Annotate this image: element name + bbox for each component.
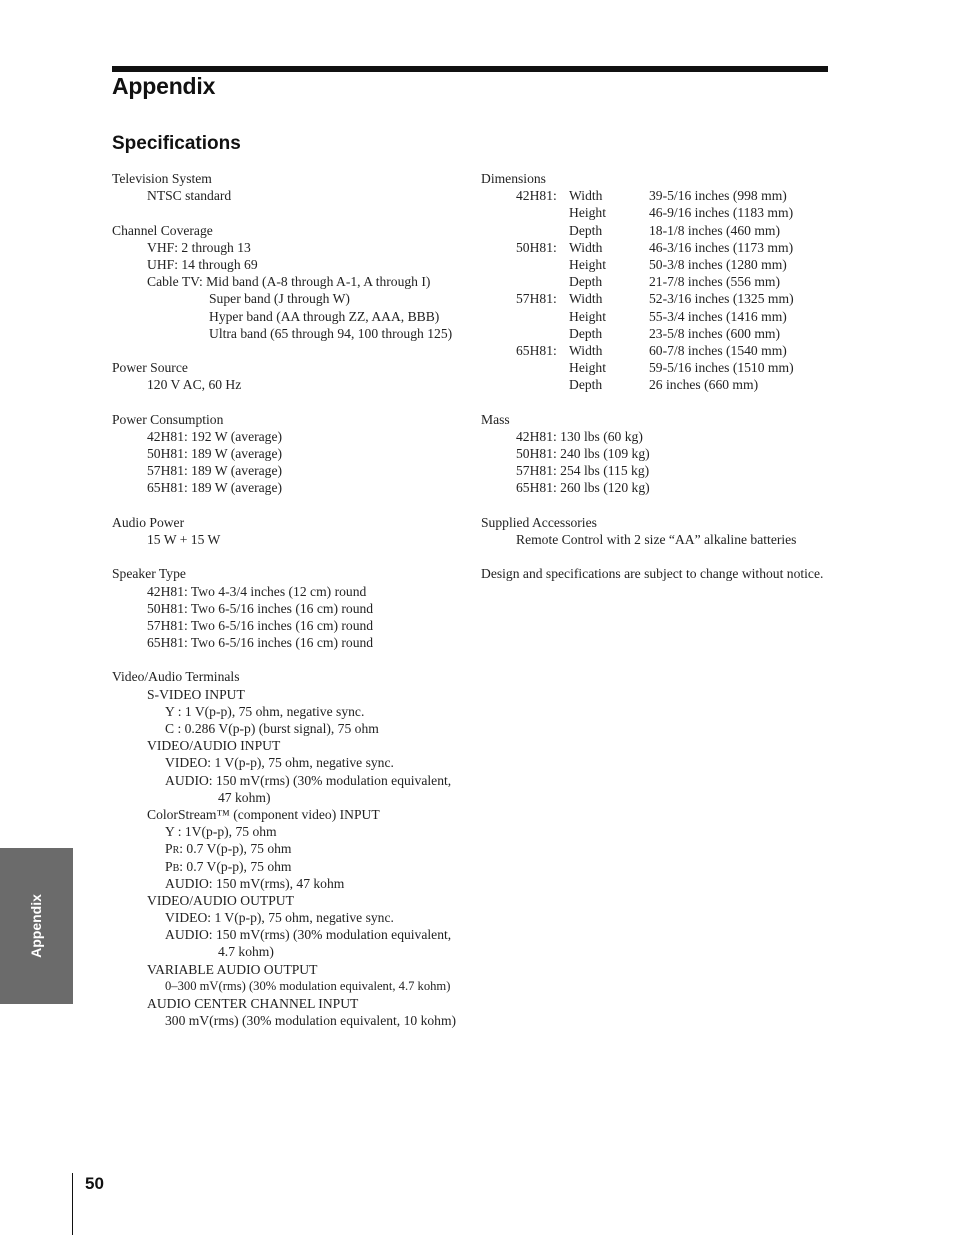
power-consumption-item: 57H81: 189 W (average) (147, 463, 283, 479)
side-tab-label: Appendix (28, 894, 44, 958)
dimension-value: 52-3/16 inches (1325 mm) (649, 291, 794, 307)
dimension-row (481, 325, 841, 342)
dimension-axis: Depth (569, 325, 603, 341)
colorstream-pb (112, 858, 472, 875)
tv-system-label: Television System (112, 171, 212, 186)
va-output-audio: AUDIO: 150 mV(rms) (30% modulation equivalent, (165, 927, 452, 943)
audio-power-value: 15 W + 15 W (147, 531, 221, 547)
dimension-row (481, 376, 841, 393)
cable-hyper-band: Hyper band (AA through ZZ, AAA, BBB) (209, 308, 440, 324)
cable-super-band: Super band (J through W) (209, 291, 350, 307)
colorstream-title: ColorStream™ (component video) INPUT (147, 806, 380, 822)
speaker-item: 57H81: Two 6-5/16 inches (16 cm) round (147, 617, 374, 633)
dimension-value: 23-5/8 inches (600 mm) (649, 325, 781, 341)
variable-audio-value: 0–300 mV(rms) (30% modulation equivalent, 4.7 kohm) (165, 978, 451, 993)
terminals-label: Video/Audio Terminals (112, 669, 240, 685)
dimension-row (481, 342, 841, 359)
mass-item: 65H81: 260 lbs (120 kg) (516, 480, 650, 496)
va-output-audio-cont: 4.7 kohm) (218, 944, 274, 960)
pr-value: : 0.7 V(p-p), 75 ohm (179, 841, 292, 857)
dimension-axis: Depth (569, 222, 603, 238)
cable-mid-band: Mid band (A-8 through A-1, A through I) (206, 274, 431, 290)
right-column (481, 170, 841, 583)
svideo-c: C : 0.286 V(p-p) (burst signal), 75 ohm (165, 721, 379, 736)
svideo-title: S-VIDEO INPUT (147, 686, 245, 702)
dimension-axis: Depth (569, 377, 603, 393)
accessories-label: Supplied Accessories (481, 514, 597, 530)
dimension-value: 50-3/8 inches (1280 mm) (649, 256, 787, 272)
dimension-row (481, 204, 841, 221)
pr-subscript: R (172, 845, 180, 857)
dimension-row (481, 273, 841, 290)
center-channel-value: 300 mV(rms) (30% modulation equivalent, 10 kohm) (165, 1013, 457, 1029)
dimension-value: 59-5/16 inches (1510 mm) (649, 360, 794, 376)
va-input-audio: AUDIO: 150 mV(rms) (30% modulation equivalent, (165, 772, 452, 788)
audio-power-label: Audio Power (112, 514, 185, 530)
dimension-row (481, 256, 841, 273)
footer-rule (72, 1173, 73, 1235)
dimension-value: 46-3/16 inches (1173 mm) (649, 239, 794, 255)
dimensions-label: Dimensions (481, 171, 546, 186)
dimension-row (481, 187, 841, 204)
pr-letter: P (165, 841, 173, 857)
change-notice: Design and specifications are subject to change without notice. (481, 566, 824, 582)
accessories-value: Remote Control with 2 size “AA” alkaline batteries (516, 531, 797, 547)
colorstream-pr (112, 840, 472, 857)
mass-label: Mass (481, 411, 510, 427)
channel-label: Channel Coverage (112, 222, 213, 238)
dimension-row (481, 359, 841, 376)
channel-uhf: UHF: 14 through 69 (147, 256, 258, 272)
va-input-title: VIDEO/AUDIO INPUT (147, 738, 281, 754)
colorstream-y: Y : 1V(p-p), 75 ohm (165, 824, 277, 840)
mass-item: 50H81: 240 lbs (109 kg) (516, 446, 650, 461)
pb-subscript: B (172, 862, 180, 874)
section-title: Specifications (112, 133, 241, 154)
dimension-row (481, 239, 841, 256)
va-output-title: VIDEO/AUDIO OUTPUT (147, 892, 294, 908)
power-consumption-item: 50H81: 189 W (average) (147, 446, 283, 461)
pb-letter: P (165, 858, 173, 874)
dimension-axis: Height (569, 308, 606, 324)
header-rule (112, 66, 828, 72)
colorstream-audio: AUDIO: 150 mV(rms), 47 kohm (165, 875, 345, 891)
pb-value: : 0.7 V(p-p), 75 ohm (179, 858, 292, 874)
cable-prefix: Cable TV: (147, 274, 203, 290)
speaker-item: 50H81: Two 6-5/16 inches (16 cm) round (147, 600, 374, 616)
variable-audio-title: VARIABLE AUDIO OUTPUT (147, 961, 318, 977)
cable-ultra-band: Ultra band (65 through 94, 100 through 125) (209, 325, 453, 341)
power-source-label: Power Source (112, 360, 188, 376)
dimension-axis: Height (569, 205, 606, 221)
dimension-model: 65H81: (516, 342, 557, 358)
va-input-video: VIDEO: 1 V(p-p), 75 ohm, negative sync. (165, 755, 394, 771)
dimension-axis: Height (569, 256, 606, 272)
dimension-value: 39-5/16 inches (998 mm) (649, 188, 787, 204)
dimension-value: 21-7/8 inches (556 mm) (649, 274, 781, 290)
dimension-value: 26 inches (660 mm) (649, 377, 759, 393)
mass-item: 57H81: 254 lbs (115 kg) (516, 463, 650, 479)
va-output-video: VIDEO: 1 V(p-p), 75 ohm, negative sync. (165, 910, 394, 926)
power-consumption-label: Power Consumption (112, 411, 224, 427)
dimension-value: 18-1/8 inches (460 mm) (649, 222, 781, 238)
dimension-row (481, 308, 841, 325)
dimension-model: 50H81: (516, 239, 557, 255)
page-number: 50 (85, 1174, 104, 1193)
power-source-value: 120 V AC, 60 Hz (147, 377, 242, 393)
dimension-value: 55-3/4 inches (1416 mm) (649, 308, 787, 324)
va-input-audio-cont: 47 kohm) (218, 789, 271, 805)
channel-vhf: VHF: 2 through 13 (147, 239, 251, 255)
dimension-axis: Width (569, 291, 603, 307)
dimension-value: 60-7/8 inches (1540 mm) (649, 342, 787, 358)
center-channel-title: AUDIO CENTER CHANNEL INPUT (147, 996, 359, 1011)
channel-cable-mid (112, 273, 472, 290)
power-consumption-item: 65H81: 189 W (average) (147, 480, 283, 496)
dimension-axis: Width (569, 188, 603, 204)
left-column (112, 170, 472, 1029)
dimension-value: 46-9/16 inches (1183 mm) (649, 205, 794, 221)
speaker-item: 65H81: Two 6-5/16 inches (16 cm) round (147, 635, 374, 651)
power-consumption-item: 42H81: 192 W (average) (147, 428, 283, 444)
page-title: Appendix (112, 73, 216, 99)
tv-system-value: NTSC standard (147, 188, 232, 204)
dimension-axis: Width (569, 239, 603, 255)
speaker-label: Speaker Type (112, 566, 186, 582)
dimension-row (481, 222, 841, 239)
speaker-item: 42H81: Two 4-3/4 inches (12 cm) round (147, 583, 367, 599)
dimension-axis: Height (569, 360, 606, 376)
dimension-axis: Depth (569, 274, 603, 290)
dimension-model: 57H81: (516, 291, 557, 307)
mass-item: 42H81: 130 lbs (60 kg) (516, 428, 643, 444)
dimension-row (481, 290, 841, 307)
svideo-y: Y : 1 V(p-p), 75 ohm, negative sync. (165, 703, 365, 719)
dimension-model: 42H81: (516, 188, 557, 204)
dimension-axis: Width (569, 342, 603, 358)
